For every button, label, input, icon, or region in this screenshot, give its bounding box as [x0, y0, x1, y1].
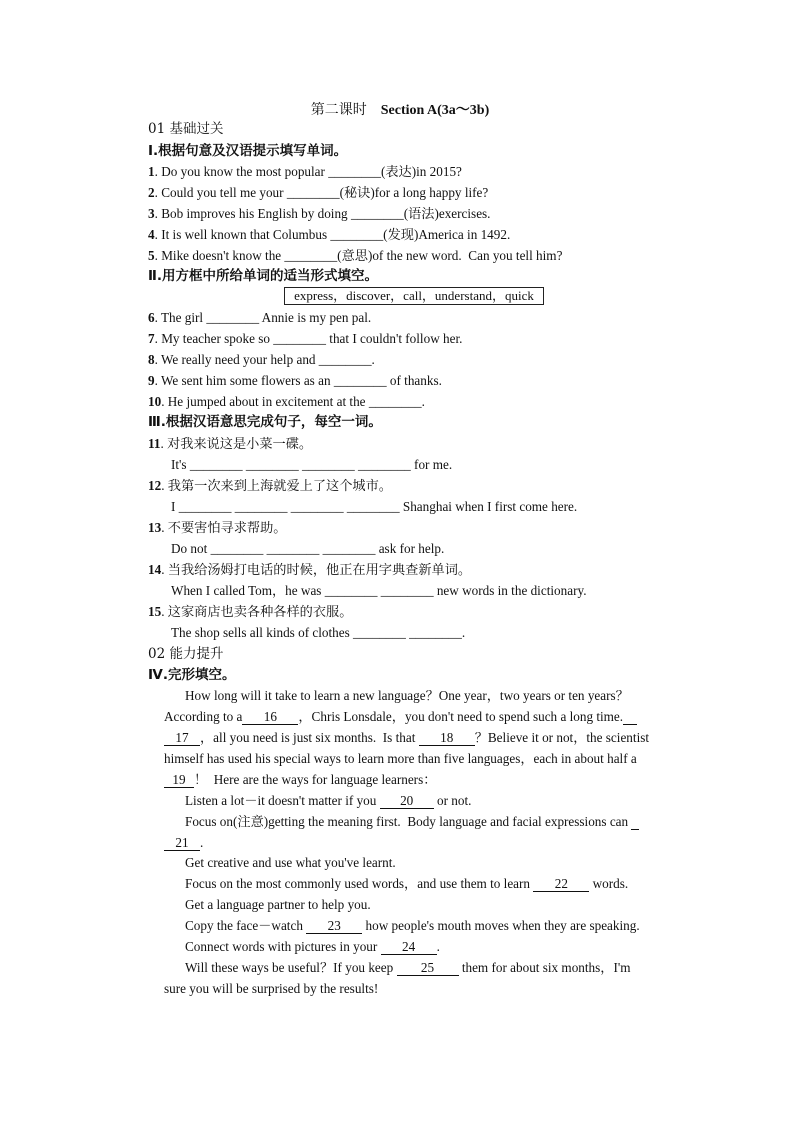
question-11-english: It's ________ ________ ________ ________ for me.	[171, 457, 453, 472]
cloze-tip-2: Focus on(注意)getting the meaning first. Body language and facial expressions can	[185, 812, 639, 832]
cloze-line-3: 17 ，all you need is just six months. Is that 18 ？Believe it or not，the scientist	[164, 728, 649, 748]
section-2-heading: Ⅱ.用方框中所给单词的适当形式填空。	[148, 268, 379, 284]
question-15-english: The shop sells all kinds of clothes ________ ________.	[171, 625, 466, 640]
cloze-line-5: 19 ！ Here are the ways for language learners：	[164, 770, 436, 790]
cloze-tip-2-cont: 21 .	[164, 833, 203, 853]
word-box: express，discover，call，understand，quick	[284, 287, 544, 305]
blank-22: 22	[533, 877, 589, 892]
question-15-chinese: 15. 这家商店也卖各种各样的衣服。	[148, 604, 353, 619]
question-4: 4. It is well known that Columbus ________(发现)America in 1492.	[148, 227, 511, 242]
lesson-label: 第二课时	[310, 103, 367, 118]
blank-23: 23	[306, 919, 362, 934]
question-5: 5. Mike doesn't know the ________(意思)of the new word. Can you tell him?	[148, 248, 563, 263]
question-2: 2. Could you tell me your ________(秘诀)for a long happy life?	[148, 185, 489, 200]
question-13-english: Do not ________ ________ ________ ask for help.	[171, 541, 445, 556]
question-10: 10. He jumped about in excitement at the ________.	[148, 394, 425, 409]
blank-17: 17	[164, 731, 200, 746]
cloze-line-2: According to a 16 ，Chris Lonsdale，you don't need to spend such a long time.	[164, 707, 637, 727]
section-4-heading: Ⅳ.完形填空。	[148, 667, 236, 683]
page-title	[0, 99, 800, 119]
blank-16: 16	[242, 710, 298, 725]
cloze-tip-5: Get a language partner to help you.	[185, 897, 371, 912]
section-1-heading: Ⅰ.根据句意及汉语提示填写单词。	[148, 143, 348, 159]
cloze-tip-7: Connect words with pictures in your 24 .	[185, 939, 440, 954]
blank-17-start	[623, 710, 637, 725]
question-11-chinese: 11. 对我来说这是小菜一碟。	[148, 436, 313, 451]
question-14-english: When I called Tom，he was ________ ________ new words in the dictionary.	[171, 583, 587, 598]
question-8: 8. We really need your help and ________.	[148, 352, 375, 367]
blank-21-start	[631, 815, 639, 830]
blank-18: 18	[419, 731, 475, 746]
part-01-heading: 01 基础过关	[148, 121, 224, 137]
question-14-chinese: 14. 当我给汤姆打电话的时候，他正在用字典查新单词。	[148, 562, 472, 577]
blank-19: 19	[164, 773, 194, 788]
part-02-heading: 02 能力提升	[148, 646, 224, 662]
question-9: 9. We sent him some flowers as an ________ of thanks.	[148, 373, 442, 388]
cloze-line-final: sure you will be surprised by the results!	[164, 981, 379, 996]
question-12-english: I ________ ________ ________ ________ Shanghai when I first come here.	[171, 499, 578, 514]
section-3-heading: Ⅲ.根据汉语意思完成句子，每空一词。	[148, 414, 382, 430]
question-7: 7. My teacher spoke so ________ that I couldn't follow her.	[148, 331, 463, 346]
question-6: 6. The girl ________ Annie is my pen pal.	[148, 310, 372, 325]
question-13-chinese: 13. 不要害怕寻求帮助。	[148, 520, 287, 535]
cloze-tip-6: Copy the face－watch 23 how people's mouth moves when they are speaking.	[185, 918, 640, 933]
question-1: 1. Do you know the most popular ________(表达)in 2015?	[148, 164, 462, 179]
cloze-tip-1: Listen a lot－it doesn't matter if you 20 or not.	[185, 793, 472, 808]
cloze-tip-3: Get creative and use what you've learnt.	[185, 855, 396, 870]
blank-25: 25	[397, 961, 459, 976]
cloze-tip-4: Focus on the most commonly used words，and use them to learn 22 words.	[185, 876, 629, 891]
blank-24: 24	[381, 940, 437, 955]
question-3: 3. Bob improves his English by doing ________(语法)exercises.	[148, 206, 491, 221]
question-12-chinese: 12. 我第一次来到上海就爱上了这个城市。	[148, 478, 392, 493]
cloze-line-1: How long will it take to learn a new language？One year，two years or ten years？	[185, 688, 629, 703]
blank-20: 20	[380, 794, 434, 809]
cloze-line-closing: Will these ways be useful？If you keep 25 them for about six months，I'm	[185, 960, 631, 975]
cloze-line-4: himself has used his special ways to learn more than five languages，each in about half a	[164, 751, 637, 766]
blank-21: 21	[164, 836, 200, 851]
section-label: Section A(3a～3b)	[380, 103, 490, 118]
